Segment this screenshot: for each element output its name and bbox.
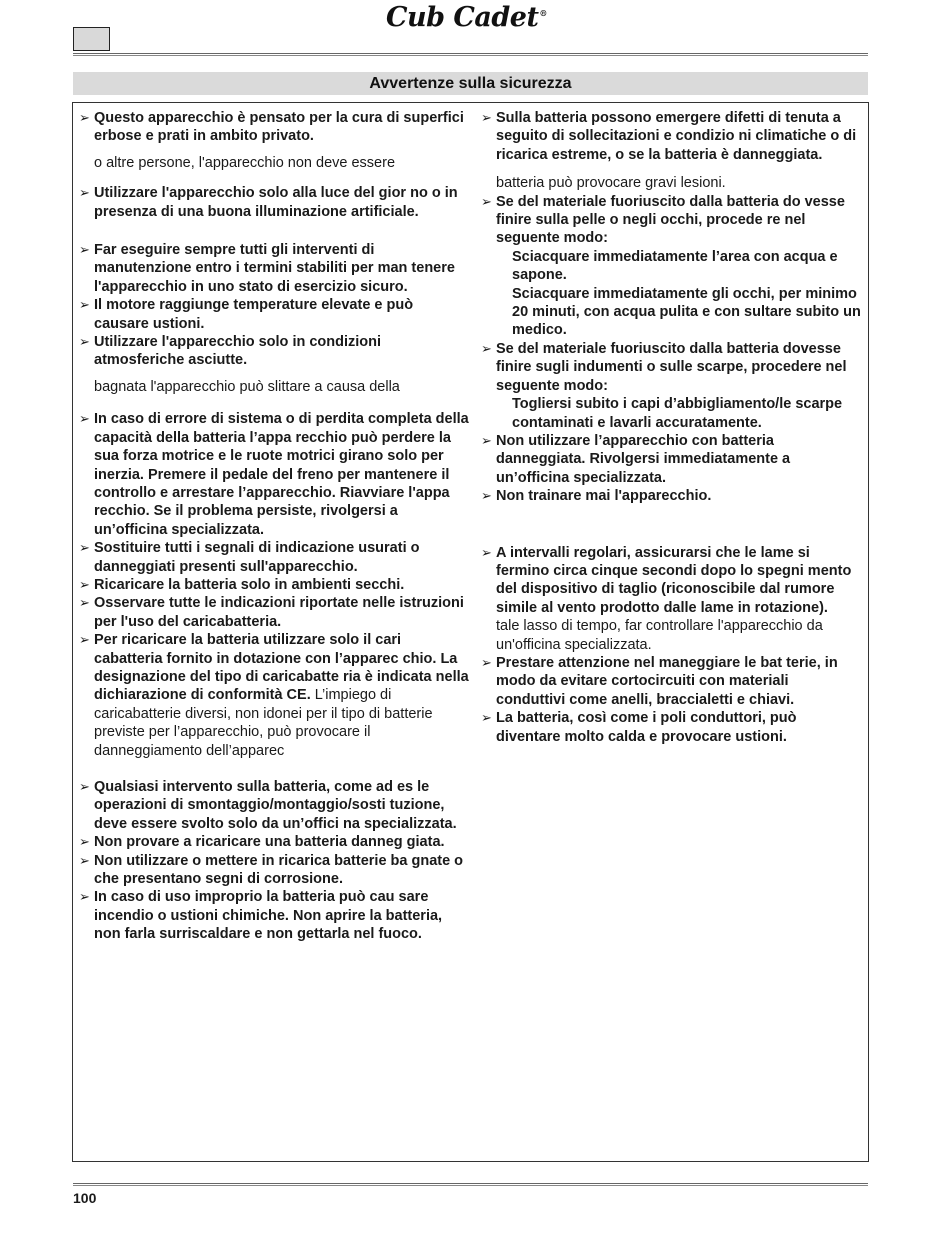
spacer [79, 760, 469, 778]
warning-text: Sostituire tutti i segnali di indicazione usurati o danneggiati presenti sull'apparecchio. [94, 540, 420, 575]
warning-text-continuation: L’impiego di caricabatterie diversi, non idonei per il tipo di batterie previste per l’apparecchio, può provocare il danneggiamento dell’apparec [94, 687, 433, 759]
warning-text: Qualsiasi intervento sulla batteria, come ad es le operazioni di smontaggio/montaggio/sosti tuzione, deve essere svolto solo da un’offici na specializzata. [94, 779, 457, 832]
bullet-arrow-icon: ➢ [481, 110, 492, 125]
warning-text: Se del materiale fuoriuscito dalla batteria do vesse finire sulla pelle o negli occhi, procede re nel seguente modo: [496, 193, 845, 247]
warning-item [481, 340, 861, 395]
warning-item [481, 654, 861, 709]
warning-item [481, 109, 861, 164]
language-tab-box [73, 27, 110, 51]
warning-text: Sulla batteria possono emergere difetti di tenuta a seguito di sollecitazioni e condizio ni climatiche o di ricarica estreme, o se la batteria è danneggiata. [496, 110, 857, 163]
plain-text-line: bagnata l'apparecchio può slittare a causa della [94, 378, 400, 395]
warning-item [481, 487, 861, 505]
warning-item [79, 852, 469, 889]
warning-text: La batteria, così come i poli conduttori, può diventare molto calda e provocare ustioni. [496, 710, 797, 745]
spacer [79, 396, 469, 410]
warning-text: Ricaricare la batteria solo in ambienti secchi. [94, 576, 405, 593]
warning-item [79, 594, 469, 631]
warning-item [79, 184, 469, 221]
warning-text: Non provare a ricaricare una batteria danneg giata. [94, 834, 445, 851]
warning-text: Non utilizzare o mettere in ricarica batterie ba gnate o che presentano segni di corrosione. [94, 852, 464, 888]
bullet-arrow-icon: ➢ [79, 576, 90, 592]
spacer [481, 506, 861, 544]
warning-text: Se del materiale fuoriuscito dalla batteria dovesse finire sugli indumenti o sulle scarpe, procedere nel seguente modo: [496, 340, 847, 394]
bullet-arrow-icon: ➢ [481, 432, 492, 448]
bullet-arrow-icon: ➢ [79, 834, 90, 850]
warning-item [79, 631, 469, 760]
warning-text: In caso di errore di sistema o di perdita completa della capacità della batteria l’appa recchio può perdere la sua forza motrice e le ruote motrici girano solo per inerzia. Premere il pedale del freno per mantenere il controllo e arrestare l’apparecchio. Riavviare l'appa recchio. Se il problema persiste, rivolgersi a un’officina specializzata. [94, 411, 469, 538]
spacer [79, 172, 469, 184]
bullet-arrow-icon: ➢ [79, 852, 90, 868]
warning-item [79, 576, 469, 594]
plain-text-line: tale lasso di tempo, far controllare l'apparecchio da un'officina specializzata. [496, 618, 823, 653]
warning-text: Utilizzare l'apparecchio solo alla luce del gior no o in presenza di una buona illuminazione artificiale. [94, 185, 458, 220]
warning-item [481, 544, 861, 618]
footer-rule [73, 1183, 868, 1186]
warning-text: Questo apparecchio è pensato per la cura di superfici erbose e prati in ambito privato. [94, 110, 464, 145]
spacer [79, 146, 469, 154]
bullet-arrow-icon: ➢ [79, 540, 90, 556]
warning-item [79, 778, 469, 833]
warning-item [79, 333, 469, 370]
bullet-arrow-icon: ➢ [79, 297, 90, 313]
warning-item [79, 888, 469, 943]
bullet-arrow-icon: ➢ [79, 595, 90, 611]
page-number: 100 [73, 1190, 97, 1206]
bullet-arrow-icon: ➢ [481, 710, 492, 726]
bullet-arrow-icon: ➢ [481, 654, 492, 670]
left-column [79, 109, 469, 944]
bullet-arrow-icon: ➢ [79, 411, 90, 427]
brand-logo: Cub Cadet® [386, 2, 547, 33]
warning-item [79, 296, 469, 333]
section-title: Avvertenze sulla sicurezza [73, 72, 868, 95]
spacer [481, 164, 861, 174]
sub-step: Sciacquare immediatamente l’area con acqua e sapone. [512, 248, 838, 284]
warning-text: Far eseguire sempre tutti gli interventi di manutenzione entro i termini stabiliti per man tenere l'apparecchio in uno stato di esercizio sicuro. [94, 242, 455, 295]
bullet-arrow-icon: ➢ [79, 632, 90, 648]
sub-step: Togliersi subito i capi d’abbigliamento/le scarpe contaminati e lavarli accuratamente. [512, 396, 843, 431]
warning-text: Non utilizzare l’apparecchio con batteria danneggiata. Rivolgersi immediatamente a un’officina specializzata. [496, 432, 791, 486]
warning-item [79, 109, 469, 146]
warning-text: Prestare attenzione nel maneggiare le bat terie, in modo da evitare cortocircuiti con materiali conduttivi come anelli, braccialetti e chiavi. [496, 654, 838, 708]
bullet-arrow-icon: ➢ [481, 340, 492, 356]
warning-item [481, 432, 861, 487]
spacer [79, 221, 469, 241]
warning-text: Osservare tutte le indicazioni riportate nelle istruzioni per l'uso del caricabatteria. [94, 595, 464, 630]
warning-item [481, 193, 861, 248]
bullet-arrow-icon: ➢ [79, 334, 90, 350]
warning-item [79, 539, 469, 576]
bullet-arrow-icon: ➢ [79, 185, 90, 201]
plain-text-line: o altre persone, l'apparecchio non deve essere [94, 154, 396, 171]
warning-item [79, 410, 469, 539]
bullet-arrow-icon: ➢ [79, 242, 90, 258]
bullet-arrow-icon: ➢ [481, 488, 492, 504]
bullet-arrow-icon: ➢ [481, 544, 492, 560]
spacer [79, 370, 469, 378]
bullet-arrow-icon: ➢ [79, 779, 90, 794]
warning-text: In caso di uso improprio la batteria può cau sare incendio o ustioni chimiche. Non aprire la batteria, non farla surriscaldare e non gettarla nel fuoco. [94, 889, 443, 943]
bullet-arrow-icon: ➢ [79, 889, 90, 905]
warning-item [481, 709, 861, 746]
bullet-arrow-icon: ➢ [79, 110, 90, 125]
right-column [481, 109, 861, 746]
warning-text: Non trainare mai l'apparecchio. [496, 488, 712, 505]
warning-text: Per ricaricare la batteria utilizzare solo il cari cabatteria fornito in dotazione con l’apparec chio. La designazione del tipo di caricabatte ria è indicata nella dichiarazione di conformità CE. [94, 632, 469, 704]
sub-step: Sciacquare immediatamente gli occhi, per minimo 20 minuti, con acqua pulita e con sultare subito un medico. [512, 285, 861, 339]
bullet-arrow-icon: ➢ [481, 193, 492, 209]
warning-item [79, 241, 469, 296]
warning-text: A intervalli regolari, assicurarsi che le lame si fermino circa cinque secondi dopo lo spegni mento del dispositivo di taglio (riconoscibile dal rumore simile al vento prodotto dalle lame in rotazione). [496, 544, 852, 616]
warning-text: Il motore raggiunge temperature elevate e può causare ustioni. [94, 297, 414, 332]
header-rule [73, 53, 868, 56]
warning-text: Utilizzare l'apparecchio solo in condizioni atmosferiche asciutte. [94, 334, 382, 369]
plain-text-line: batteria può provocare gravi lesioni. [496, 175, 726, 192]
warning-item [79, 833, 469, 851]
